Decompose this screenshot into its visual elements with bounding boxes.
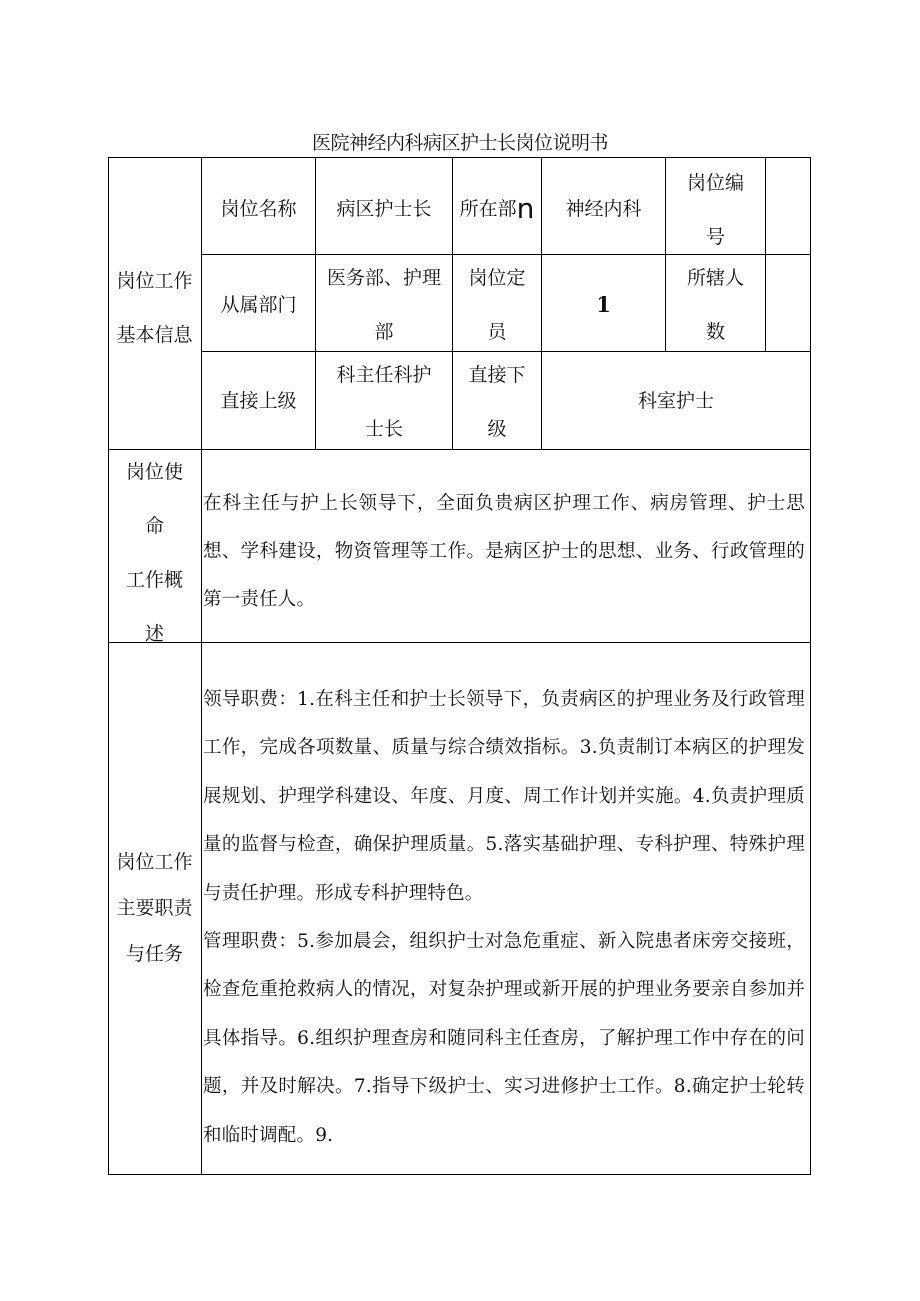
job-description-table bbox=[108, 157, 811, 1175]
leadership-duties-paragraph: 领导职费：1.在科主任和护士长领导下，负责病区的护理业务及行政管理工作，完成各项数量、质量与综合绩效指标。3.负责制订本病区的护理发展规划、护理学科建设、年度、月度、周工作计划并实施。4.负责护理质量的监督与检查，确保护理质量。5.落实基础护理、专科护理、特殊护理与责任护理。形成专科护理特色。 bbox=[203, 689, 805, 904]
table-border-bottom bbox=[108, 1174, 811, 1175]
position-code-value bbox=[766, 182, 810, 236]
duties-label-line2: 主要职责 bbox=[116, 897, 193, 919]
parent-department-label: 从属部门 bbox=[220, 294, 297, 316]
direct-superior-label: 直接上级 bbox=[220, 390, 297, 412]
row-divider bbox=[108, 642, 811, 643]
mission-section-label bbox=[108, 445, 201, 661]
position-code-label bbox=[666, 156, 765, 264]
direct-superior-value-line1: 科主任科护 bbox=[336, 364, 432, 386]
mission-label-line4: 述 bbox=[144, 623, 164, 645]
direct-subordinate-value: 科室护士 bbox=[637, 390, 714, 412]
mission-label-line2: 命 bbox=[144, 515, 164, 537]
table-border-right bbox=[810, 157, 811, 1175]
staff-count-value bbox=[766, 278, 810, 332]
management-duties-paragraph: 管理职费：5.参加晨会，组织护士对急危重症、新入院患者床旁交接班，检查危重抢救病人的情况，对复杂护理或新开展的护理业务要亲自参加并具体指导。6.组织护理查房和随同科主任查房，了解护理工作中存在的问题，并及时解决。7.指导下级护士、实习进修护士工作。8.确定护士轮转和临时调配。9. bbox=[203, 931, 805, 1146]
direct-superior-value-line2: 士长 bbox=[364, 418, 403, 440]
position-code-label-line2: 号 bbox=[705, 226, 725, 248]
staffing-quota-label-line2: 员 bbox=[487, 321, 507, 343]
duties-section-label bbox=[108, 839, 201, 977]
department-label bbox=[453, 182, 541, 236]
department-label-text: 所在部 bbox=[459, 198, 517, 220]
duties-text bbox=[203, 676, 805, 1160]
position-code-label-line1: 岗位编 bbox=[686, 172, 744, 194]
mission-paragraph: 在科主任与护上长领导下，全面负贵病区护理工作、病房管理、护士思想、学科建设，物资管理等工作。是病区护士的思想、业务、行政管理的第一责任人。 bbox=[203, 493, 805, 610]
document-title: 医院神经内科病区护士长岗位说明书 bbox=[311, 132, 608, 154]
parent-department-value bbox=[316, 251, 452, 359]
direct-subordinate-label-line2: 级 bbox=[487, 418, 507, 440]
parent-department-value-line2: 部 bbox=[374, 321, 394, 343]
basic-info-label-line1: 岗位工作 bbox=[116, 270, 193, 292]
direct-subordinate-label bbox=[453, 348, 541, 456]
department-value: 神经内科 bbox=[565, 198, 642, 220]
duties-label-line3: 与任务 bbox=[125, 943, 183, 965]
mission-label-line1: 岗位使 bbox=[125, 461, 183, 483]
direct-subordinate-label-line1: 直接下 bbox=[468, 364, 526, 386]
position-name-value: 病区护士长 bbox=[336, 198, 432, 220]
staffing-quota-label-line1: 岗位定 bbox=[468, 267, 526, 289]
mission-text bbox=[203, 480, 805, 624]
basic-info-label-line2: 基本信息 bbox=[116, 324, 193, 346]
staff-count-label bbox=[666, 251, 765, 359]
duties-label-line1: 岗位工作 bbox=[116, 851, 193, 873]
direct-superior-value bbox=[316, 348, 452, 456]
parent-department-value-line1: 医务部、护理 bbox=[326, 267, 441, 289]
mission-label-line3: 工作概 bbox=[125, 569, 183, 591]
staffing-quota-value: 1 bbox=[596, 292, 611, 317]
position-name-label: 岗位名称 bbox=[220, 198, 297, 220]
staff-count-label-line2: 数 bbox=[705, 321, 725, 343]
staff-count-label-line1: 所辖人 bbox=[686, 267, 744, 289]
basic-info-section-label bbox=[108, 254, 201, 362]
staffing-quota-label bbox=[453, 251, 541, 359]
department-label-suffix: n bbox=[516, 192, 535, 225]
